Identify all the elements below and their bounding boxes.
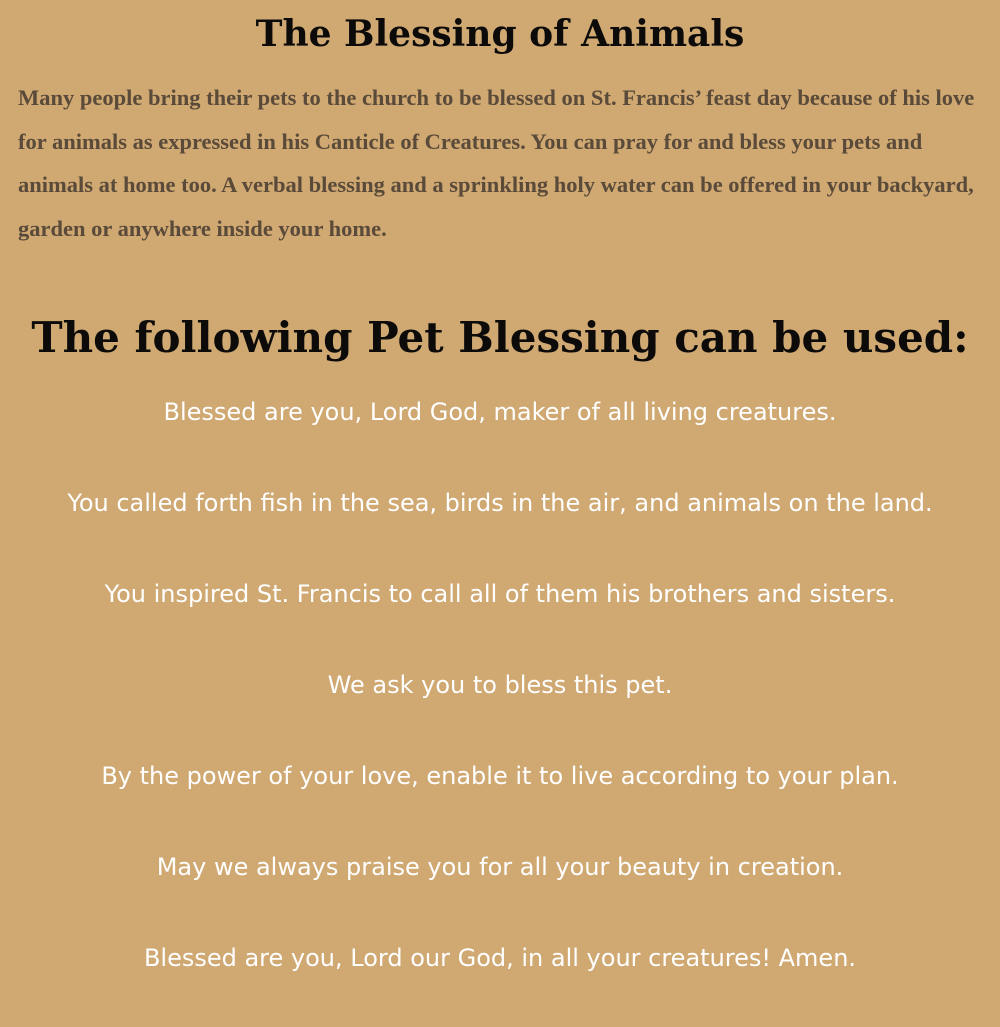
- blessing-line: You inspired St. Francis to call all of them his brothers and sisters.: [104, 580, 896, 608]
- blessing-line: Blessed are you, Lord God, maker of all living creatures.: [163, 398, 837, 426]
- blessing-heading: The following Pet Blessing can be used:: [31, 313, 969, 362]
- intro-paragraph: Many people bring their pets to the church to be blessed on St. Francis’ feast day because of his love for animals as expressed in his Canticle of Creatures. You can pray for and bless your pets and animals at home too. A verbal blessing and a sprinkling holy water can be offered in your backyard, garden or anywhere inside your home.: [18, 85, 975, 241]
- blessing-line: May we always praise you for all your beauty in creation.: [156, 853, 844, 881]
- page-title: The Blessing of Animals: [255, 13, 745, 55]
- blessing-text: [0, 390, 1000, 1027]
- blessing-line: You called forth fish in the sea, birds in the air, and animals on the land.: [67, 489, 933, 517]
- blessing-line: By the power of your love, enable it to live according to your plan.: [101, 762, 899, 790]
- blessing-line: Blessed are you, Lord our God, in all your creatures! Amen.: [143, 944, 857, 972]
- blessing-line: We ask you to bless this pet.: [327, 671, 673, 699]
